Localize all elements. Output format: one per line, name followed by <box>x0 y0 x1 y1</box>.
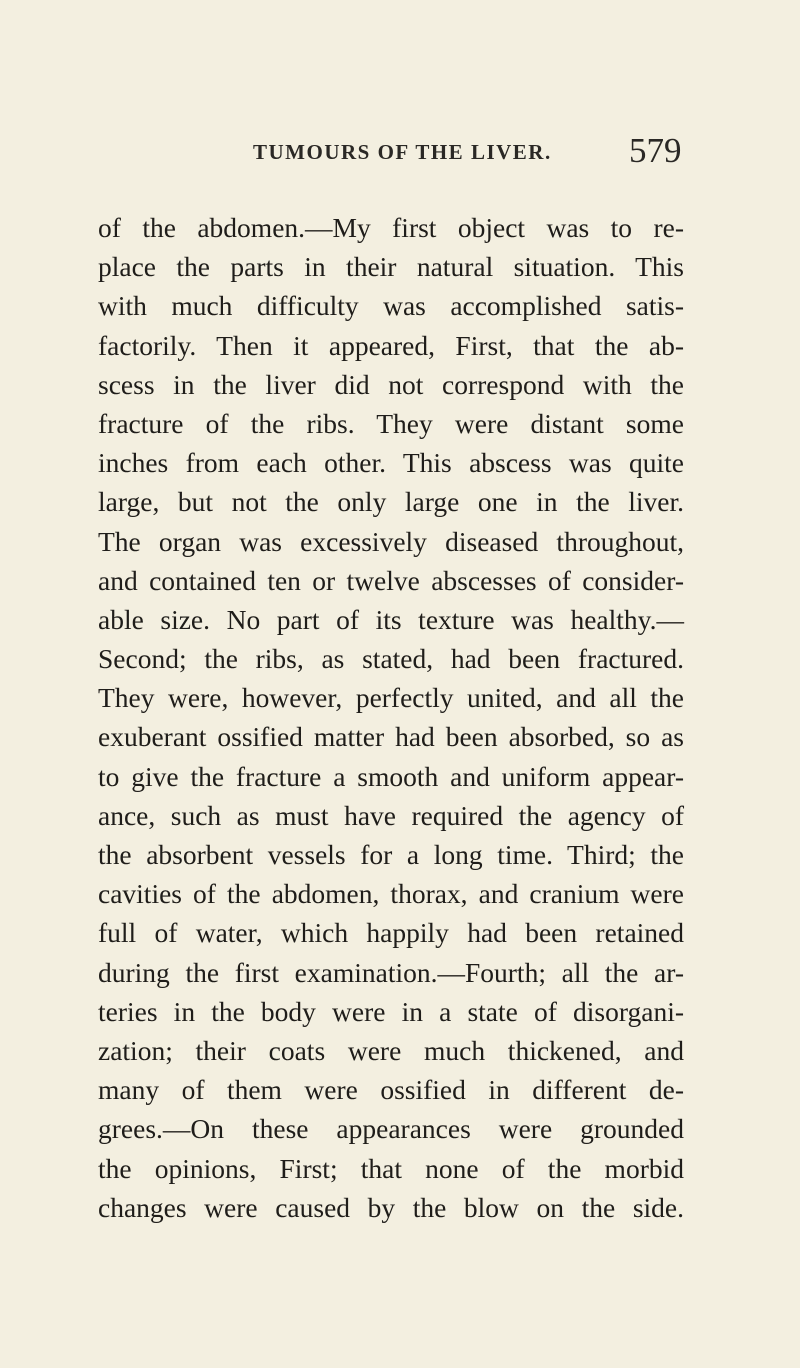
text-line: scess in the liver did not correspond with the <box>98 368 684 400</box>
text-line: They were, however, perfectly united, and all the <box>98 682 684 714</box>
text-line: to give the fracture a smooth and uniform appear- <box>98 760 684 792</box>
text-line: exuberant ossified matter had been absorbed, so as <box>98 721 684 753</box>
text-line: teries in the body were in a state of disorgani- <box>98 995 684 1027</box>
text-line: cavities of the abdomen, thorax, and cranium were <box>98 878 684 910</box>
text-line: factorily. Then it appeared, First, that the ab- <box>98 329 684 361</box>
text-line: large, but not the only large one in the liver. <box>98 486 684 518</box>
text-line: Second; the ribs, as stated, had been fractured. <box>98 643 684 675</box>
text-line: ance, such as must have required the agency of <box>98 799 684 831</box>
text-line: the opinions, First; that none of the morbid <box>98 1152 684 1184</box>
text-line: during the first examination.—Fourth; all the ar- <box>98 956 684 988</box>
text-line: changes were caused by the blow on the side. <box>98 1191 684 1223</box>
text-line: of the abdomen.—My first object was to re- <box>98 212 684 243</box>
page-number: 579 <box>629 131 682 170</box>
text-line: inches from each other. This abscess was quite <box>98 447 684 479</box>
text-line: zation; their coats were much thickened, and <box>98 1034 684 1066</box>
text-line: able size. No part of its texture was healthy.— <box>98 603 684 635</box>
text-line: full of water, which happily had been retained <box>98 917 684 949</box>
running-title: TUMOURS OF THE LIVER. <box>253 140 552 164</box>
text-line: the absorbent vessels for a long time. Third; the <box>98 839 684 870</box>
text-line: with much difficulty was accomplished satis- <box>98 290 684 322</box>
text-line: place the parts in their natural situation. This <box>98 251 684 283</box>
text-line: grees.—On these appearances were grounded <box>98 1113 684 1145</box>
text-line: fracture of the ribs. They were distant some <box>98 407 684 439</box>
text-line: many of them were ossified in different de- <box>98 1074 684 1106</box>
text-line: and contained ten or twelve abscesses of consider- <box>98 564 684 596</box>
text-line: The organ was excessively diseased throughout, <box>98 525 684 557</box>
body-text <box>98 208 684 1227</box>
